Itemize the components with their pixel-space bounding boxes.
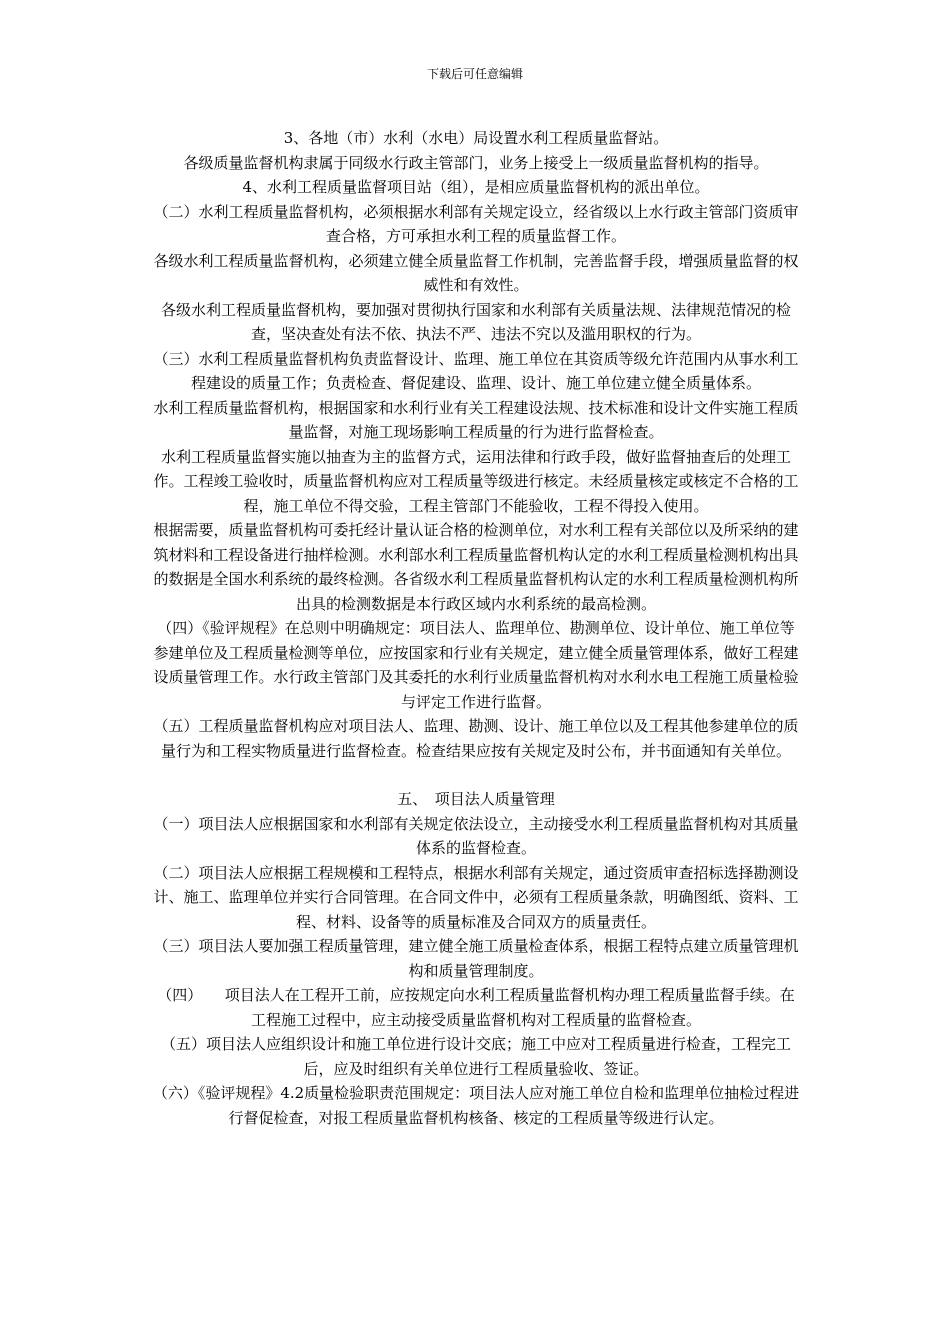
- section-paragraph: （六）《验评规程》4.2质量检验职责范围规定：项目法人应对施工单位自检和监理单位抽检过程进行督促检查，对报工程质量监督机构核备、核定的工程质量等级进行认定。: [152, 1084, 800, 1127]
- section-paragraph: （一）项目法人应根据国家和水利部有关规定依法设立，主动接受水利工程质量监督机构对其质量体系的监督检查。: [153, 814, 799, 857]
- paragraph: 各级质量监督机构隶属于同级水行政主管部门，业务上接受上一级质量监督机构的指导。: [183, 153, 769, 172]
- section-paragraph: （四） 项目法人在工程开工前，应按规定向水利工程质量监督机构办理工程质量监督手续。在工程施工过程中，应主动接受质量监督机构对工程质量的监督检查。: [157, 986, 795, 1029]
- paragraph: （四）《验评规程》在总则中明确规定：项目法人、监理单位、勘测单位、设计单位、施工单位等参建单位及工程质量检测等单位，应按国家和行业有关规定，建立健全质量管理体系，做好工程建设质量管理工作。水行政主管部门及其委托的水利行业质量监督机构对水利水电工程施工质量检验与评定工作进行监督。: [153, 619, 799, 711]
- paragraph: 水利工程质量监督机构，根据国家和水利行业有关工程建设法规、技术标准和设计文件实施工程质量监督，对施工现场影响工程质量的行为进行监督检查。: [153, 398, 799, 441]
- paragraph: （三）水利工程质量监督机构负责监督设计、监理、施工单位在其资质等级允许范围内从事水利工程建设的质量工作；负责检查、督促建设、监理、设计、施工单位建立健全质量体系。: [153, 349, 799, 392]
- paragraph: （五）工程质量监督机构应对项目法人、监理、勘测、设计、施工单位以及工程其他参建单位的质量行为和工程实物质量进行监督检查。检查结果应按有关规定及时公布，并书面通知有关单位。: [153, 717, 799, 760]
- paragraph: （二）水利工程质量监督机构，必须根据水利部有关规定设立，经省级以上水行政主管部门资质审查合格，方可承担水利工程的质量监督工作。: [153, 202, 799, 245]
- section-paragraph: （二）项目法人应根据工程规模和工程特点，根据水利部有关规定，通过资质审查招标选择勘测设计、施工、监理单位并实行合同管理。在合同文件中，必须有工程质量条款，明确图纸、资料、工程、材料、设备等的质量标准及合同双方的质量责任。: [153, 863, 799, 931]
- paragraph: 根据需要，质量监督机构可委托经计量认证合格的检测单位，对水利工程有关部位以及所采纳的建筑材料和工程设备进行抽样检测。水利部水利工程质量监督机构认定的水利工程质量检测机构出具的数据是全国水利系统的最终检测。各省级水利工程质量监督机构认定的水利工程质量检测机构所出具的检测数据是本行政区域内水利系统的最高检测。: [153, 521, 799, 613]
- document-body: [150, 126, 802, 1130]
- section-paragraph: （三）项目法人要加强工程质量管理，建立健全施工质量检查体系，根据工程特点建立质量管理机构和质量管理制度。: [153, 937, 799, 980]
- section-title: 五、 项目法人质量管理: [397, 790, 555, 808]
- page-header: 下载后可任意编辑: [426, 67, 523, 81]
- paragraph: 4、水利工程质量监督项目站（组），是相应质量监督机构的派出单位。: [242, 178, 710, 196]
- paragraph: 水利工程质量监督实施以抽查为主的监督方式，运用法律和行政手段，做好监督抽查后的处理工作。工程竣工验收时，质量监督机构应对工程质量等级进行核定。未经质量核定或核定不合格的工程，施工单位不得交验，工程主管部门不能验收，工程不得投入使用。: [153, 447, 799, 515]
- paragraph: 3、各地（市）水利（水电）局设置水利工程质量监督站。: [283, 129, 669, 147]
- section-paragraph: （五）项目法人应组织设计和施工单位进行设计交底；施工中应对工程质量进行检查，工程完工后，应及时组织有关单位进行工程质量验收、签证。: [160, 1035, 791, 1078]
- paragraph: 各级水利工程质量监督机构，要加强对贯彻执行国家和水利部有关质量法规、法律规范情况的检查，坚决查处有法不依、执法不严、违法不究以及滥用职权的行为。: [160, 300, 791, 343]
- paragraph: 各级水利工程质量监督机构，必须建立健全质量监督工作机制，完善监督手段，增强质量监督的权威性和有效性。: [153, 251, 799, 294]
